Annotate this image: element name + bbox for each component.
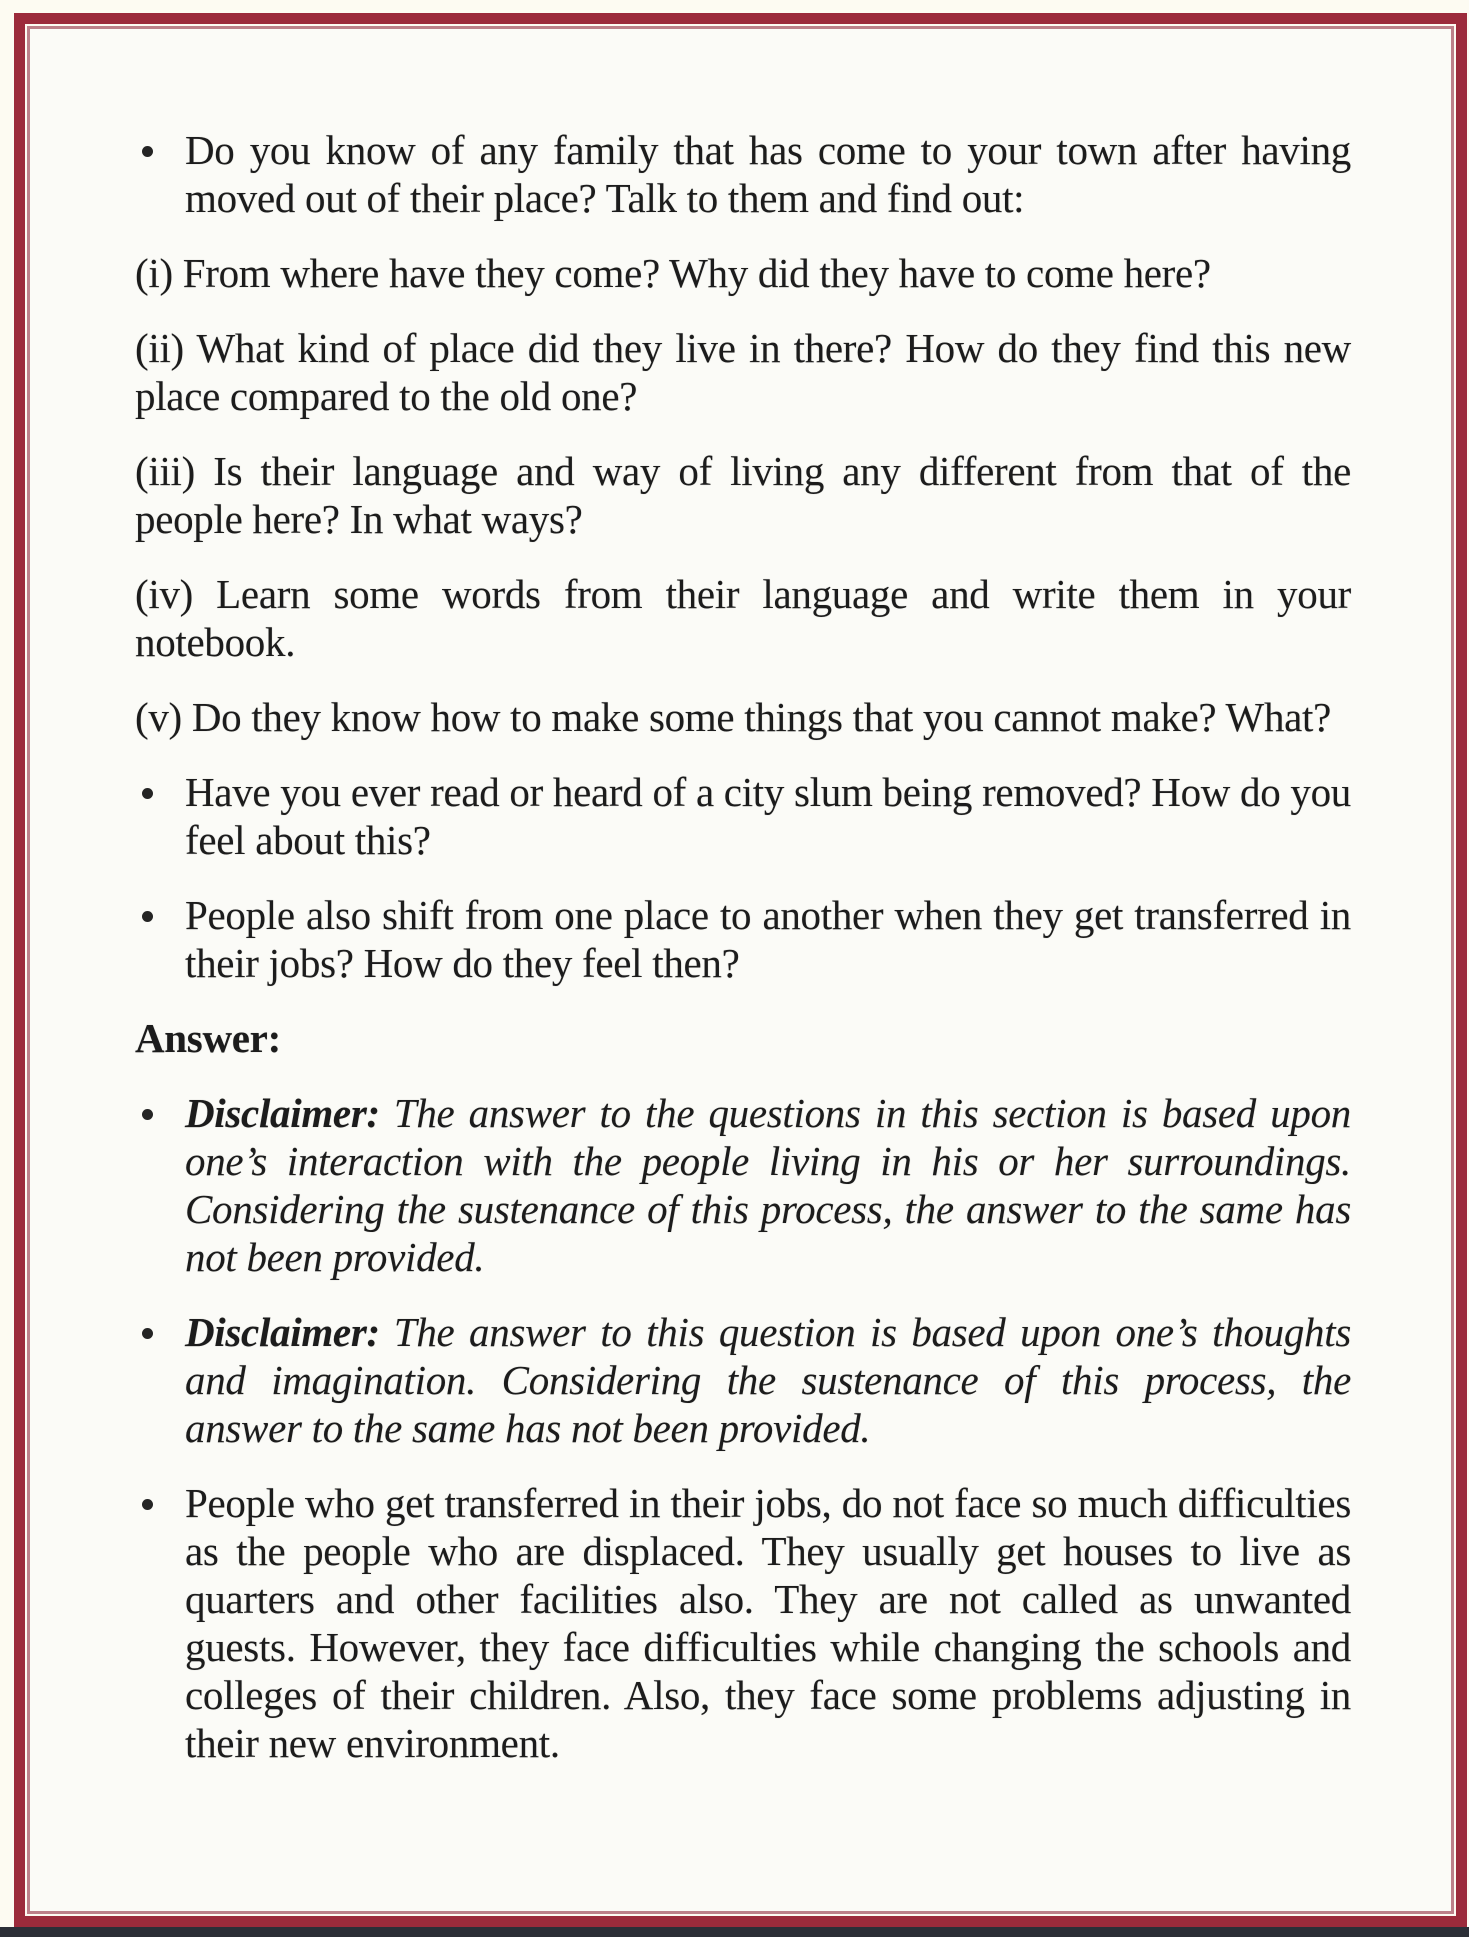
screenshot-bottom-edge bbox=[0, 1927, 1469, 1937]
disclaimer-text: The answer to this question is based upon one’s thoughts and imagination. Considering the sustenance of this process, the answer to the same has not been provided. bbox=[185, 1309, 1351, 1451]
sub-question-iv: (iv) Learn some words from their language and write them in your notebook. bbox=[135, 571, 1351, 665]
sub-question-v: (v) Do they know how to make some things that you cannot make? What? bbox=[135, 694, 1332, 740]
bullet-dot-icon bbox=[135, 1479, 185, 1767]
bullet-dot-icon bbox=[135, 891, 185, 987]
question-text: Have you ever read or heard of a city slum being removed? How do you feel about this? bbox=[185, 769, 1351, 863]
question-bullet-3 bbox=[135, 891, 1351, 987]
bullet-dot-icon bbox=[135, 126, 185, 222]
question-text: People also shift from one place to another when they get transferred in their jobs? How do they feel then? bbox=[185, 892, 1351, 986]
disclaimer-label: Disclaimer: bbox=[185, 1309, 380, 1355]
bullet-dot-icon bbox=[135, 1308, 185, 1452]
bullet-dot-icon bbox=[135, 768, 185, 864]
answer-text: People who get transferred in their jobs, do not face so much difficulties as the people who are displaced. They usually get houses to live as quarters and other facilities also. They are not called as unwanted guests. However, they face difficulties while changing the schools and colleges of their children. Also, they face some problems adjusting in their new environment. bbox=[185, 1480, 1351, 1766]
sub-question-i: (i) From where have they come? Why did they have to come here? bbox=[135, 250, 1211, 296]
disclaimer-paragraph bbox=[185, 1089, 1351, 1281]
disclaimer-label: Disclaimer: bbox=[185, 1090, 380, 1136]
page-inner-border bbox=[27, 26, 1454, 1914]
answer-bullet bbox=[135, 1479, 1351, 1767]
sub-question-ii: (ii) What kind of place did they live in there? How do they find this new place compared to the old one? bbox=[135, 325, 1351, 419]
sub-question-iii: (iii) Is their language and way of living any different from that of the people here? In what ways? bbox=[135, 448, 1351, 542]
disclaimer-bullet-2 bbox=[135, 1308, 1351, 1452]
disclaimer-text: The answer to the questions in this section is based upon one’s interaction with the people living in his or her surroundings. Considering the sustenance of this process, the answer to the same has not been provided. bbox=[185, 1090, 1351, 1280]
document-body bbox=[30, 29, 1451, 1767]
answer-heading: Answer: bbox=[135, 1015, 281, 1061]
disclaimer-bullet-1 bbox=[135, 1089, 1351, 1281]
page-border-frame bbox=[14, 13, 1467, 1927]
disclaimer-paragraph bbox=[185, 1308, 1351, 1452]
question-text: Do you know of any family that has come to your town after having moved out of their place? Talk to them and find out: bbox=[185, 127, 1351, 221]
question-bullet-2 bbox=[135, 768, 1351, 864]
question-bullet-1 bbox=[135, 126, 1351, 222]
bullet-dot-icon bbox=[135, 1089, 185, 1281]
